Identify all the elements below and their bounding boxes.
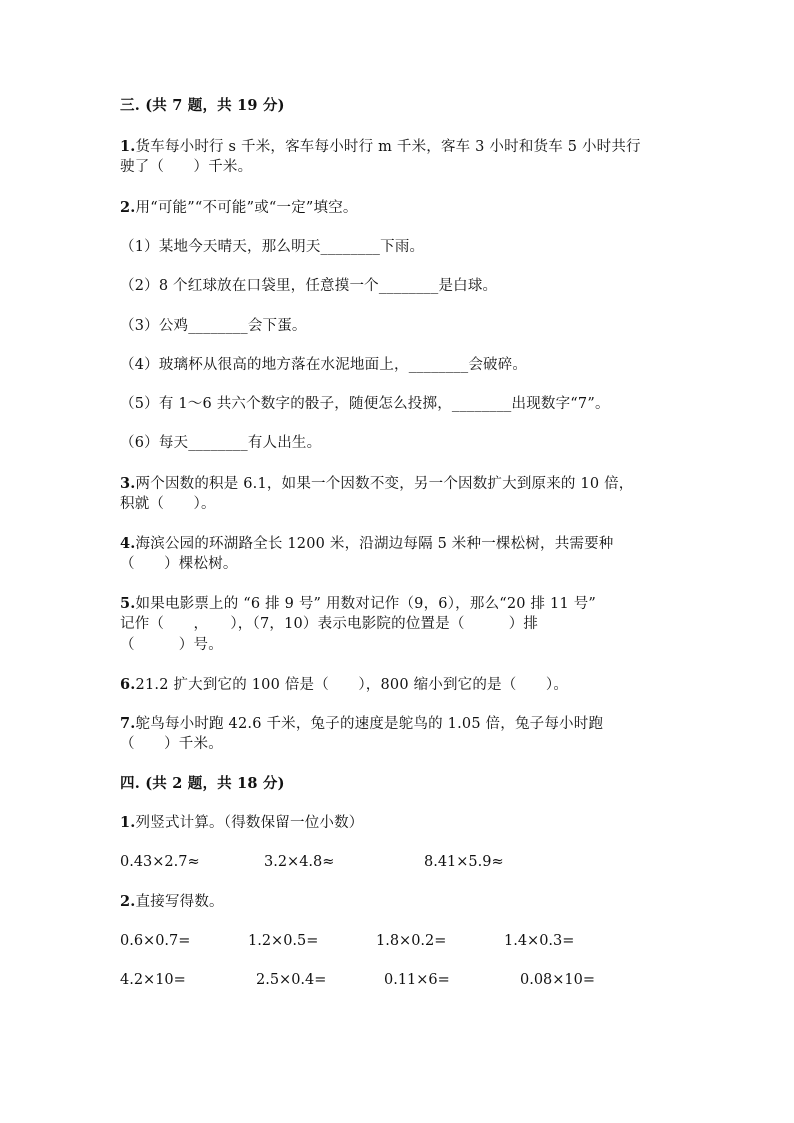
q3-2-intro [120,198,358,218]
q3-4-line-1 [120,534,614,554]
q4-2-calc-r1-3: 1.8×0.2= [376,933,447,949]
q3-7-number: 7. [120,715,136,732]
q4-2-number: 2. [120,893,136,910]
q3-6-line-1 [120,675,568,695]
q3-1-line-2: 驶了（ ）千米。 [120,159,253,175]
q3-2-item-4: （4）玻璃杯从很高的地方落在水泥地面上，________会破碎。 [120,357,528,373]
q3-1-line-1 [120,137,641,157]
q4-2-intro [120,892,224,912]
q3-3-number: 3. [120,475,136,492]
q3-5-text-1: 如果电影票上的 “6 排 9 号” 用数对记作（9，6），那么“20 排 11 号” [135,596,597,612]
q3-6-number: 6. [120,676,136,693]
q3-4-text-1: 海滨公园的环湖路全长 1200 米，沿湖边每隔 5 米种一棵松树，共需要种 [135,536,614,552]
q3-5-line-1 [120,594,596,614]
q4-2-calc-r2-2: 2.5×0.4= [256,972,327,988]
q3-6-text-1: 21.2 扩大到它的 100 倍是（ ），800 缩小到它的是（ ）。 [135,677,569,693]
q4-1-intro [120,813,364,833]
q3-4-number: 4. [120,535,136,552]
q3-2-item-2: （2）8 个红球放在口袋里，任意摸一个________是白球。 [120,278,498,294]
q3-5-line-3: （ ）号。 [120,637,223,653]
q3-5-number: 5. [120,595,136,612]
q3-3-line-1 [120,474,633,494]
q4-1-intro-text: 列竖式计算。（得数保留一位小数） [135,815,364,831]
q3-1-number: 1. [120,138,136,155]
q3-5-line-2: 记作（ ， ），（7，10）表示电影院的位置是（ ）排 [120,616,539,632]
q4-2-intro-text: 直接写得数。 [135,894,224,910]
q4-1-number: 1. [120,814,136,831]
q4-2-calc-r2-4: 0.08×10= [520,972,596,988]
q3-7-text-1: 鸵鸟每小时跑 42.6 千米，兔子的速度是鸵鸟的 1.05 倍，兔子每小时跑 [135,716,604,732]
q3-7-line-2: （ ）千米。 [120,736,223,752]
q4-1-calc-3: 8.41×5.9≈ [424,854,504,870]
q4-2-calc-r2-1: 4.2×10= [120,972,186,988]
q3-2-item-6: （6）每天________有人出生。 [120,435,322,451]
q3-2-item-1: （1）某地今天晴天，那么明天________下雨。 [120,239,425,255]
q3-2-item-3: （3）公鸡________会下蛋。 [120,318,307,334]
q4-2-calc-r1-1: 0.6×0.7= [120,933,191,949]
q4-2-calc-r1-2: 1.2×0.5= [248,933,319,949]
q3-1-text-1: 货车每小时行 s 千米，客车每小时行 m 千米，客车 3 小时和货车 5 小时共行 [135,139,641,155]
q3-4-line-2: （ ）棵松树。 [120,556,238,572]
q4-2-calc-r1-4: 1.4×0.3= [504,933,575,949]
q3-7-line-1 [120,714,603,734]
q3-3-line-2: 积就（ ）。 [120,496,216,512]
q3-2-number: 2. [120,199,136,216]
q4-1-calc-1: 0.43×2.7≈ [120,854,200,870]
q3-2-item-5: （5）有 1～6 共六个数字的骰子，随便怎么投掷，________出现数字“7”。 [120,396,610,412]
q4-1-calc-2: 3.2×4.8≈ [264,854,335,870]
q3-2-intro-text: 用“可能”“不可能”或“一定”填空。 [135,200,358,216]
q4-2-calc-r2-3: 0.11×6= [384,972,450,988]
section-3-heading: 三. (共 7 题，共 19 分) [120,97,285,114]
section-4-heading: 四. (共 2 题，共 18 分) [120,775,285,792]
q3-3-text-1: 两个因数的积是 6.1，如果一个因数不变，另一个因数扩大到原来的 10 倍， [135,476,634,492]
